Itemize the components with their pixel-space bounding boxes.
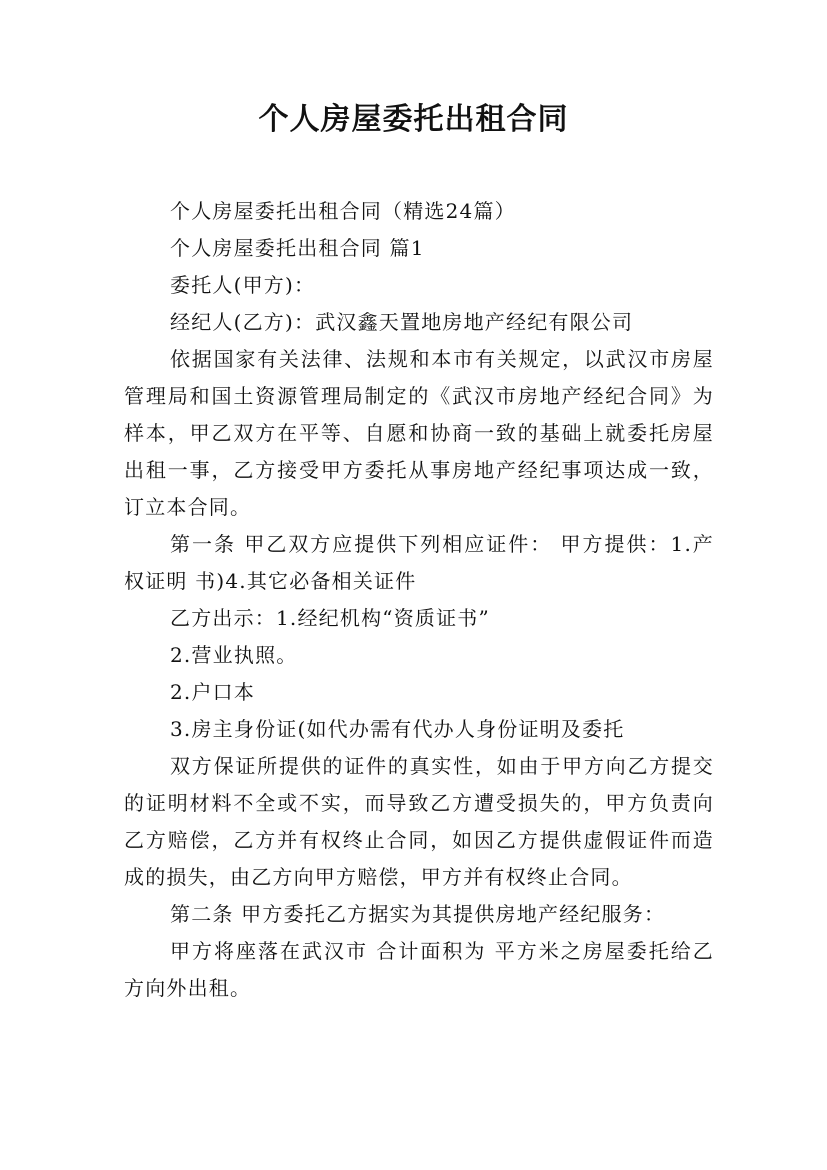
paragraph-authenticity: 双方保证所提供的证件的真实性，如由于甲方向乙方提交的证明材料不全或不实，而导致乙方遭受损失的，甲方负责向乙方赔偿，乙方并有权终止合同，如因乙方提供虚假证件而造成的损失，由乙方向甲方赔偿，甲方并有权终止合同。 [124, 754, 714, 889]
document-title: 个人房屋委托出租合同 [258, 102, 569, 137]
paragraph-party-b-documents: 乙方出示：1.经纪机构“资质证书” [170, 606, 490, 630]
paragraph-section-heading: 个人房屋委托出租合同 篇1 [170, 236, 425, 260]
paragraph-party-b: 经纪人(乙方)：武汉鑫天置地房地产经纪有限公司 [170, 310, 634, 334]
paragraph-preamble: 依据国家有关法律、法规和本市有关规定，以武汉市房屋管理局和国土资源管理局制定的《武汉市房地产经纪合同》为样本，甲乙双方在平等、自愿和协商一致的基础上就委托房屋出租一事，乙方接受甲方委托从事房地产经纪事项达成一致，订立本合同。 [124, 347, 714, 519]
paragraph-owner-id: 3.房主身份证(如代办需有代办人身份证明及委托 [170, 717, 625, 741]
paragraph-party-a: 委托人(甲方)： [170, 273, 316, 297]
paragraph-article-1: 第一条 甲乙双方应提供下列相应证件： 甲方提供：1.产权证明 书)4.其它必备相关证件 [124, 532, 714, 593]
paragraph-subtitle: 个人房屋委托出租合同（精选24篇） [170, 199, 516, 223]
paragraph-business-license: 2.营业执照。 [170, 643, 298, 667]
paragraph-article-2: 第二条 甲方委托乙方据实为其提供房地产经纪服务： [170, 902, 666, 926]
paragraph-household-register: 2.户口本 [170, 680, 256, 704]
document-body [124, 193, 714, 1007]
paragraph-property-location: 甲方将座落在武汉市 合计面积为 平方米之房屋委托给乙方向外出租。 [124, 939, 714, 1000]
